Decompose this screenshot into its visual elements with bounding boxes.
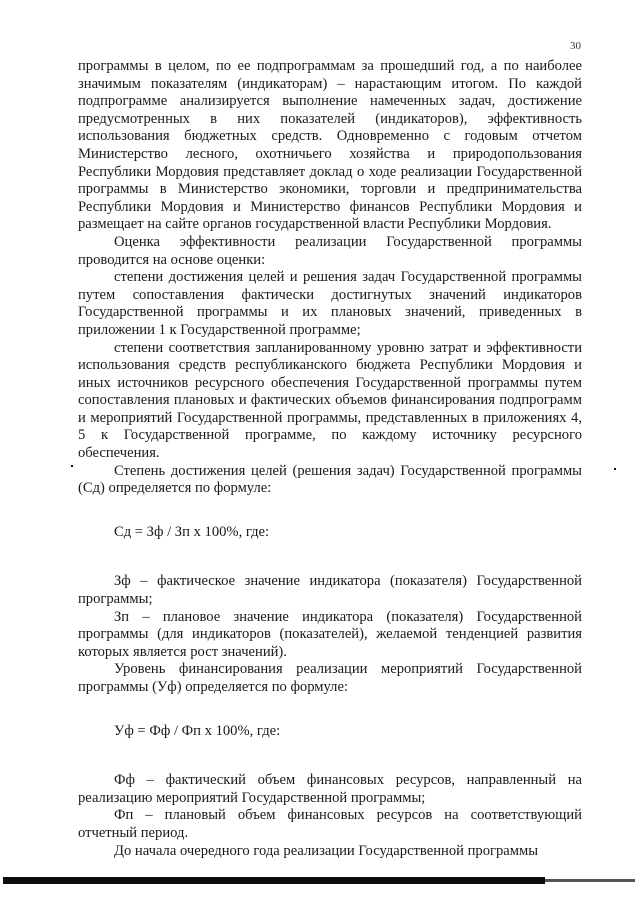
formula-sd: Сд = Зф / Зп x 100%, где:: [114, 523, 270, 540]
paragraph-report-continuation: программы в целом, по ее подпрограммам за прошедший год, а по наиболее значимым показателям (индикаторам) – нарастающим итогом. По каждой подпрограмме анализируется выполнение намеченных задач, достижение предусмотренных в них показателей (индикаторов), эффективность использования бюджетных средств. Одновременно с годовым отчетом Министерство лесного, охотничьего хозяйства и природопользования Республики Мордовия представляет доклад о ходе реализации Государственной программы в Министерство экономики, торговли и предпринимательства Республики Мордовия и Министерство финансов Республики Мордовия и размещает на сайте органов государственной власти Республики Мордовия.: [78, 58, 582, 233]
paragraph-next-year: До начала очередного года реализации Государственной программы: [114, 842, 539, 859]
paragraph-zf-definition: Зф – фактическое значение индикатора (показателя) Государственной программы;: [78, 573, 582, 608]
page-number: 30: [570, 40, 581, 52]
paragraph-evaluation-intro: Оценка эффективности реализации Государственной программы проводится на основе оценки:: [78, 233, 582, 268]
spacer: [78, 498, 582, 524]
paragraph-goals-degree: степени достижения целей и решения задач Государственной программы путем сопоставления фактически достигнутых значений индикаторов Государственной программы и их плановых значений, приведенных в приложении 1 к Государственной программе;: [78, 269, 582, 338]
document-body: [78, 58, 582, 860]
spacer: [78, 541, 582, 573]
paragraph-ff-definition: Фф – фактический объем финансовых ресурсов, направленный на реализацию мероприятий Государственной программы;: [78, 772, 582, 806]
paragraph-sd-definition: Степень достижения целей (решения задач) Государственной программы (Сд) определяется по формуле:: [78, 462, 582, 497]
paragraph-uf-definition: Уровень финансирования реализации мероприятий Государственной программы (Уф) определяется по формуле:: [78, 661, 582, 695]
formula-uf: Уф = Фф / Фп x 100%, где:: [114, 722, 281, 739]
paragraph-cost-compliance: степени соответствия запланированному уровню затрат и эффективности использования средств республиканского бюджета Республики Мордовия и иных источников ресурсного обеспечения Государственной программы путем сопоставления плановых и фактических объемов финансирования подпрограмм и мероприятий Государственной программы, представленных в приложениях 4, 5 к Государственной программе, по каждому источнику ресурсного обеспечения.: [78, 339, 582, 462]
scan-edge-bar: [3, 877, 545, 884]
spacer: [78, 740, 582, 772]
scan-artifact: [614, 468, 616, 470]
scan-artifact: [71, 465, 73, 467]
paragraph-zp-definition: Зп – плановое значение индикатора (показателя) Государственной программы (для индикаторов (показателей), желаемой тенденцией развития которых является рост значений).: [78, 608, 582, 660]
scan-edge-bar: [545, 879, 635, 882]
spacer: [78, 697, 582, 723]
paragraph-fp-definition: Фп – плановый объем финансовых ресурсов на соответствующий отчетный период.: [78, 807, 582, 841]
